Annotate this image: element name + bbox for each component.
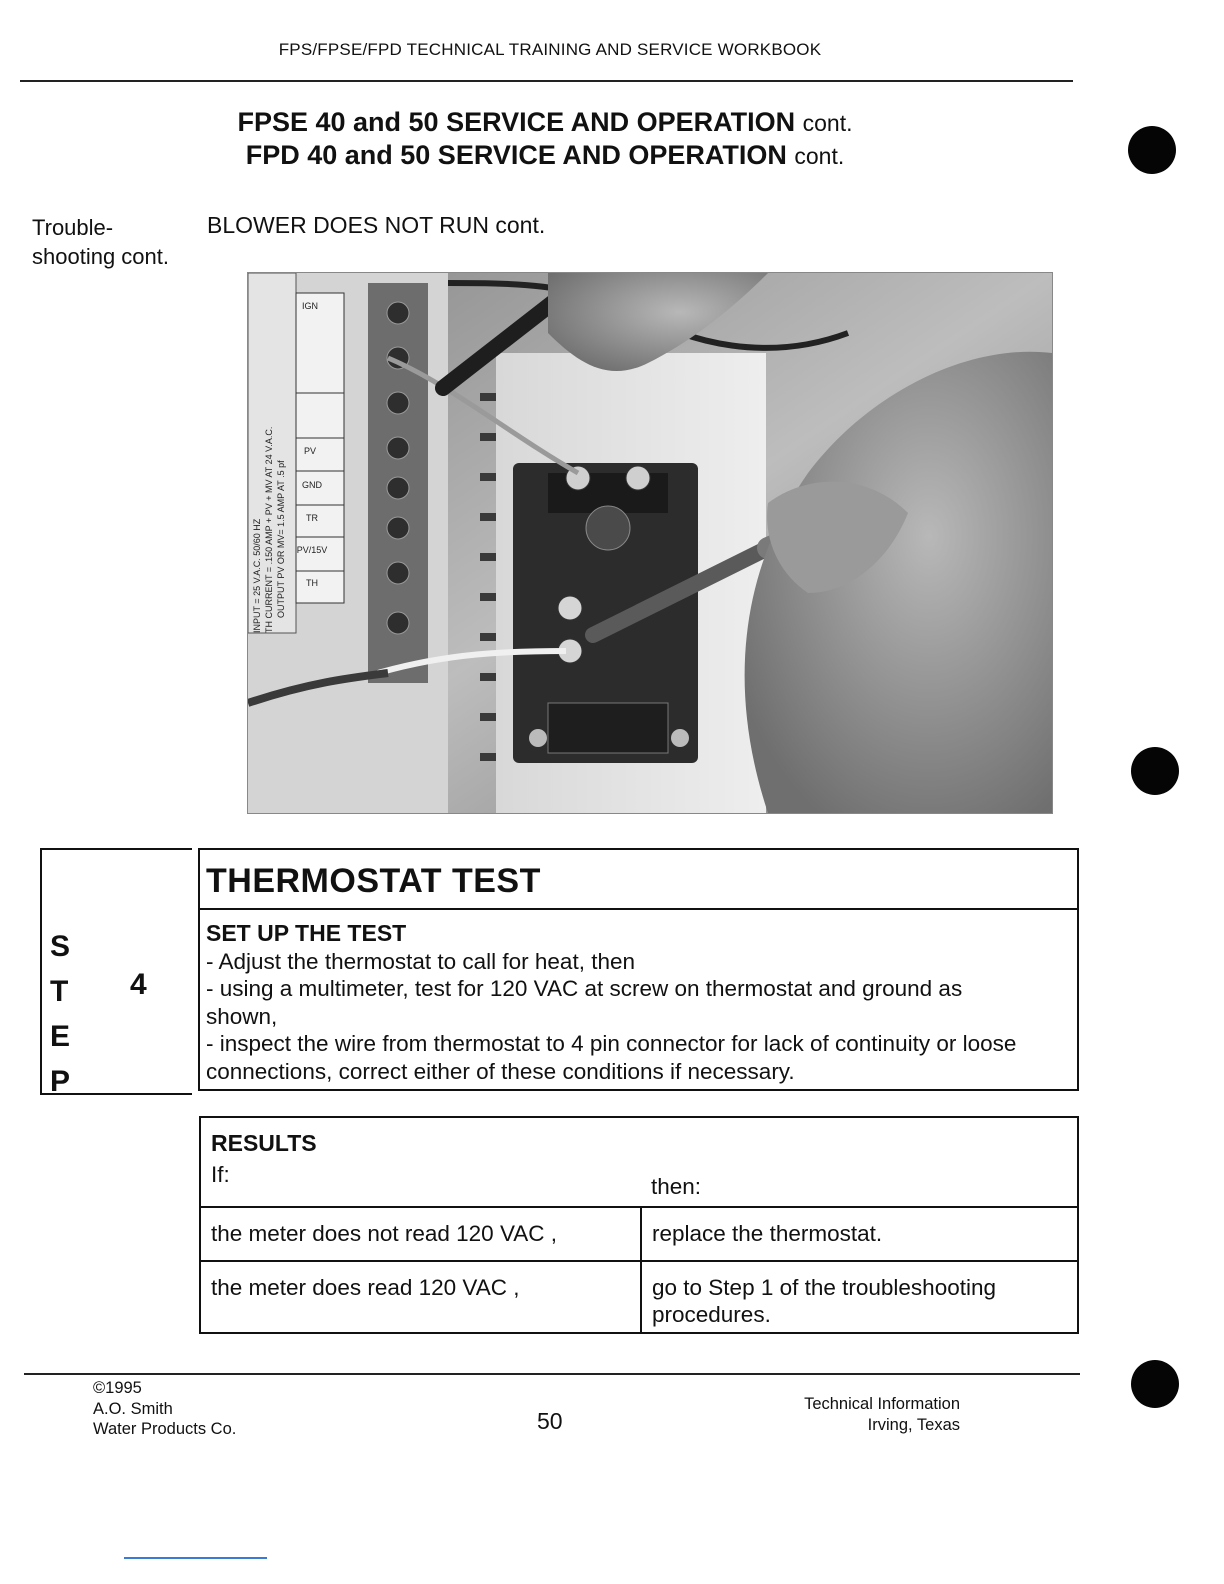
if-header: If: — [211, 1162, 230, 1187]
side-label — [32, 213, 169, 271]
copyright-year: ©1995 — [93, 1379, 142, 1397]
title-suffix: cont. — [794, 143, 845, 169]
running-header: FPS/FPSE/FPD TECHNICAL TRAINING AND SERVICE WORKBOOK — [278, 40, 822, 59]
step-number: 4 — [130, 968, 147, 1001]
footer-copyright — [93, 1378, 236, 1440]
section-subtitle: BLOWER DOES NOT RUN cont. — [207, 212, 546, 238]
page-title-fpse — [0, 107, 1090, 138]
step-letter: E — [50, 1020, 71, 1053]
panel-text: OUTPUT PV OR MV= 1.5 AMP AT .5 pf — [276, 460, 286, 618]
step-vertical-label — [50, 924, 70, 1104]
binder-hole-top — [1128, 126, 1176, 174]
bottom-link-underline — [124, 1557, 267, 1559]
results-then-header-cell — [641, 1117, 1078, 1207]
side-label-line: shooting cont. — [32, 244, 169, 269]
then-cell: replace the thermostat. — [641, 1207, 1078, 1261]
terminal-label: TH — [306, 578, 318, 588]
binder-hole-middle — [1131, 747, 1179, 795]
footer-city: Irving, Texas — [867, 1416, 960, 1434]
panel-text: INPUT = 25 V.A.C. 50/60 HZ — [252, 518, 262, 633]
step-letter: S — [50, 930, 71, 963]
step-heading: SET UP THE TEST — [206, 920, 407, 946]
thermostat-test-photo — [247, 272, 1053, 814]
terminal-label: IGN — [301, 301, 319, 311]
results-table — [199, 1116, 1079, 1334]
table-row — [200, 1207, 1078, 1261]
step-content — [198, 848, 1079, 1091]
instruction-line: shown, — [206, 1003, 278, 1029]
title-main: FPD 40 and 50 SERVICE AND OPERATION — [245, 140, 787, 170]
instruction-line: connections, correct either of these conditions if necessary. — [206, 1058, 795, 1084]
step-letter: P — [50, 1065, 71, 1098]
footer-location — [790, 1394, 960, 1436]
terminal-label: GND — [302, 480, 322, 490]
step-divider — [200, 908, 1077, 910]
binder-hole-bottom — [1131, 1360, 1179, 1408]
table-row — [200, 1261, 1078, 1333]
step-marker-cell — [40, 848, 192, 1098]
instruction-line: - Adjust the thermostat to call for heat, then — [206, 948, 635, 974]
then-cell: go to Step 1 of the troubleshooting procedures. — [641, 1261, 1078, 1333]
step-letter: T — [50, 975, 69, 1008]
panel-text: TH CURRENT = .150 AMP + PV + MV AT 24 V.A.C. — [264, 426, 274, 633]
step-box — [40, 848, 1077, 1098]
footer-rule — [24, 1373, 1080, 1375]
step-instructions — [206, 920, 1068, 1085]
terminal-label: PV/15V — [296, 545, 328, 555]
step-title: THERMOSTAT TEST — [206, 862, 541, 900]
footer-department: Technical Information — [804, 1395, 960, 1413]
title-main: FPSE 40 and 50 SERVICE AND OPERATION — [237, 107, 796, 137]
side-label-line: Trouble- — [32, 215, 114, 240]
instruction-line: - using a multimeter, test for 120 VAC at screw on thermostat and ground as — [206, 976, 963, 1001]
if-cell: the meter does read 120 VAC , — [200, 1261, 641, 1333]
terminal-label: TR — [306, 513, 318, 523]
instruction-line: - inspect the wire from thermostat to 4 pin connector for lack of continuity or loose — [206, 1031, 1017, 1056]
results-label: RESULTS — [211, 1130, 317, 1156]
title-suffix: cont. — [802, 110, 853, 136]
company-division: Water Products Co. — [93, 1420, 237, 1438]
terminal-label: PV — [303, 446, 317, 456]
page-title-fpd — [0, 140, 1090, 171]
results-header-row — [200, 1117, 1078, 1207]
company-name: A.O. Smith — [93, 1399, 173, 1418]
header-rule — [20, 80, 1073, 82]
then-header: then: — [651, 1174, 702, 1199]
page-number: 50 — [537, 1408, 563, 1434]
if-cell: the meter does not read 120 VAC , — [200, 1207, 641, 1261]
results-if-header-cell — [200, 1117, 641, 1207]
